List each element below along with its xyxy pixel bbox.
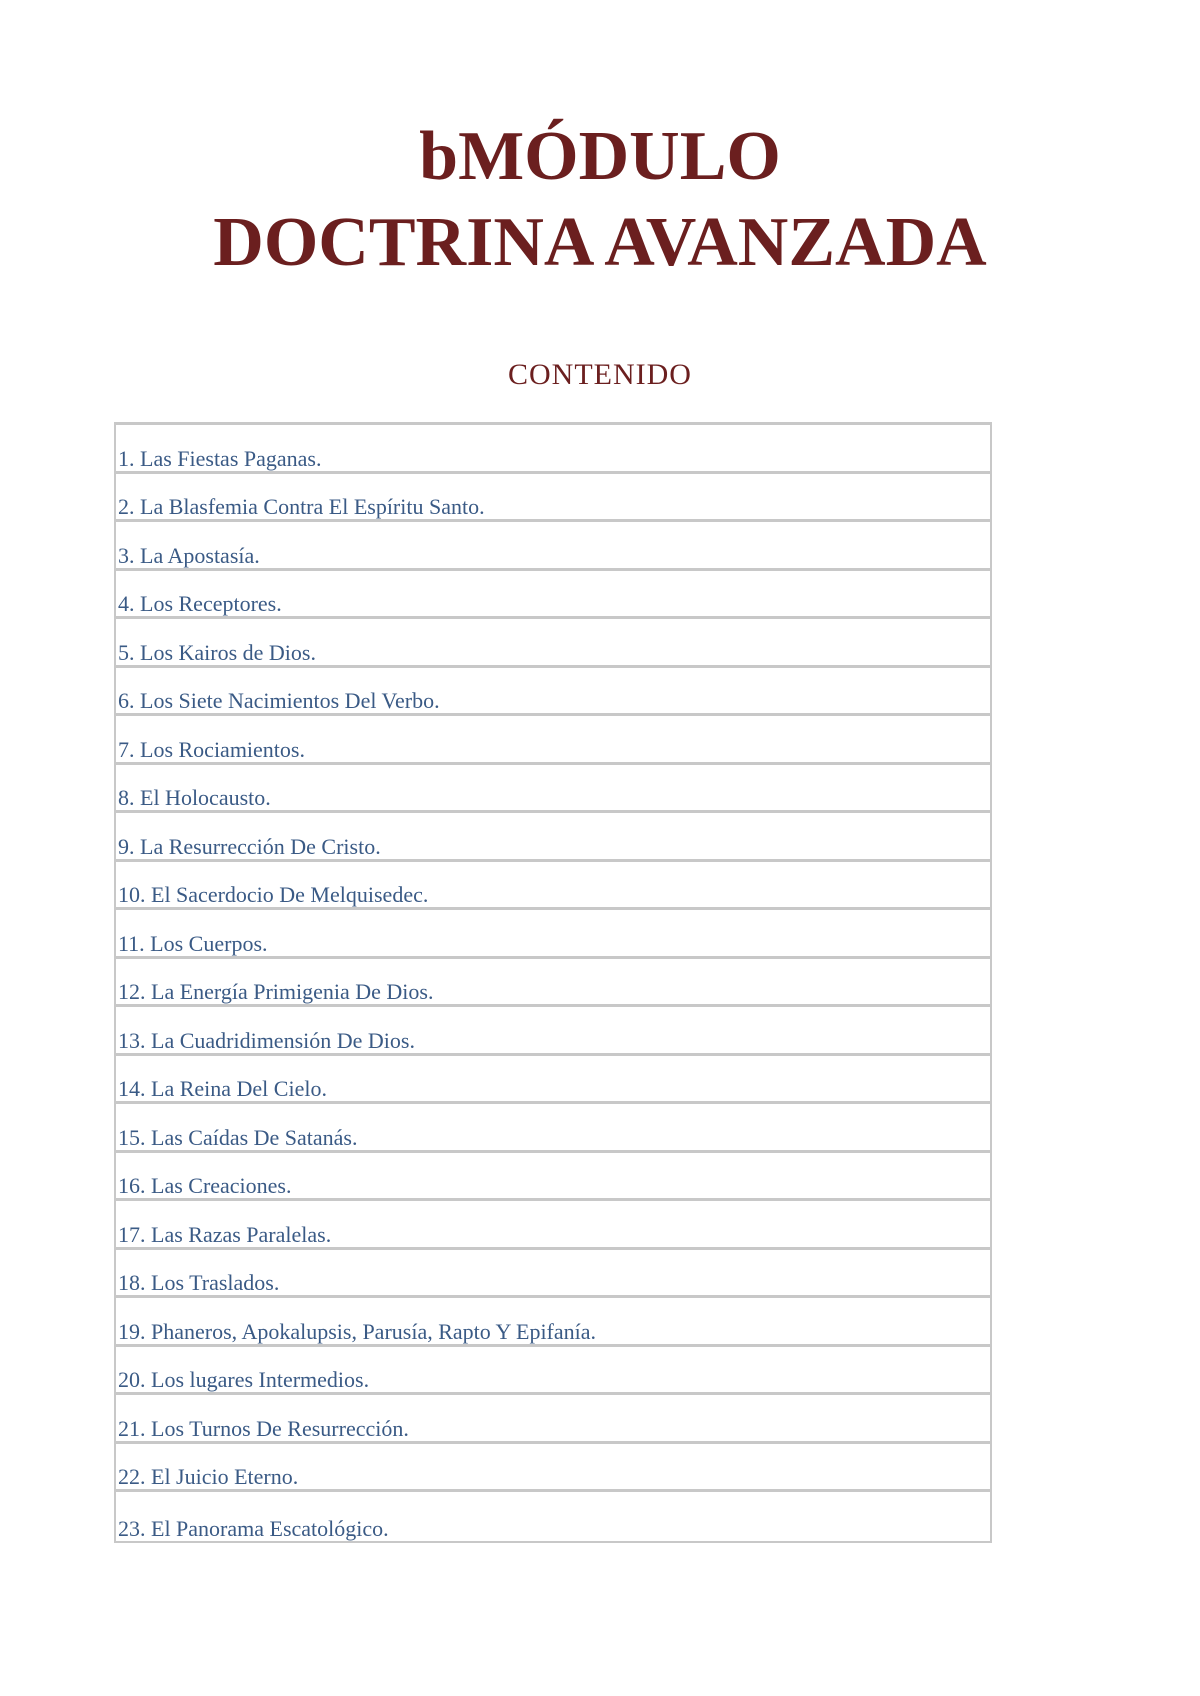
toc-item-text: 16. Las Creaciones. xyxy=(118,1173,292,1198)
toc-item-text: 4. Los Receptores. xyxy=(118,591,282,616)
toc-item-text: 2. La Blasfemia Contra El Espíritu Santo. xyxy=(118,494,485,519)
toc-item-text: 18. Los Traslados. xyxy=(118,1270,280,1295)
toc-row xyxy=(116,959,990,1008)
toc-row xyxy=(116,1347,990,1396)
toc-item-text: 14. La Reina Del Cielo. xyxy=(118,1076,327,1101)
toc-item-text: 11. Los Cuerpos. xyxy=(118,930,268,956)
toc-item-text: 12. La Energía Primigenia De Dios. xyxy=(118,979,434,1004)
toc-item-text: 17. Las Razas Paralelas. xyxy=(118,1221,332,1247)
toc-row xyxy=(116,862,990,911)
toc-row xyxy=(116,1201,990,1250)
toc-item-text: 9. La Resurrección De Cristo. xyxy=(118,833,381,859)
toc-item-text: 8. El Holocausto. xyxy=(118,785,271,810)
toc-row xyxy=(116,1444,990,1493)
toc-row xyxy=(116,813,990,862)
toc-item-text: 19. Phaneros, Apokalupsis, Parusía, Rapto Y Epifanía. xyxy=(118,1318,597,1344)
toc-item-text: 13. La Cuadridimensión De Dios. xyxy=(118,1027,415,1053)
toc-item-text: 7. Los Rociamientos. xyxy=(118,736,305,762)
toc-row xyxy=(116,619,990,668)
toc-row xyxy=(116,1492,990,1541)
toc-row xyxy=(116,522,990,571)
table-of-contents xyxy=(114,422,992,1543)
toc-row xyxy=(116,910,990,959)
toc-item-text: 5. Los Kairos de Dios. xyxy=(118,639,316,665)
toc-item-text: 22. El Juicio Eterno. xyxy=(118,1464,299,1489)
toc-item-text: 1. Las Fiestas Paganas. xyxy=(118,445,322,471)
toc-row xyxy=(116,1104,990,1153)
toc-row xyxy=(116,474,990,523)
toc-item-text: 10. El Sacerdocio De Melquisedec. xyxy=(118,882,429,907)
toc-item-text: 6. Los Siete Nacimientos Del Verbo. xyxy=(118,688,440,713)
toc-item-text: 21. Los Turnos De Resurrección. xyxy=(118,1415,409,1441)
toc-row xyxy=(116,1250,990,1299)
toc-row xyxy=(116,571,990,620)
page-title-line-1: bMÓDULO xyxy=(419,118,781,195)
toc-row xyxy=(116,765,990,814)
toc-row xyxy=(116,425,990,474)
page-title-line-2: DOCTRINA AVANZADA xyxy=(213,204,987,281)
toc-row xyxy=(116,668,990,717)
toc-row xyxy=(116,1395,990,1444)
toc-row xyxy=(116,1298,990,1347)
toc-row xyxy=(116,1056,990,1105)
toc-row xyxy=(116,1153,990,1202)
toc-row xyxy=(116,716,990,765)
toc-item-text: 20. Los lugares Intermedios. xyxy=(118,1367,370,1392)
toc-item-text: 23. El Panorama Escatológico. xyxy=(118,1515,389,1541)
toc-row xyxy=(116,1007,990,1056)
contents-heading: CONTENIDO xyxy=(508,358,692,391)
toc-item-text: 3. La Apostasía. xyxy=(118,542,260,568)
toc-item-text: 15. Las Caídas De Satanás. xyxy=(118,1124,358,1150)
